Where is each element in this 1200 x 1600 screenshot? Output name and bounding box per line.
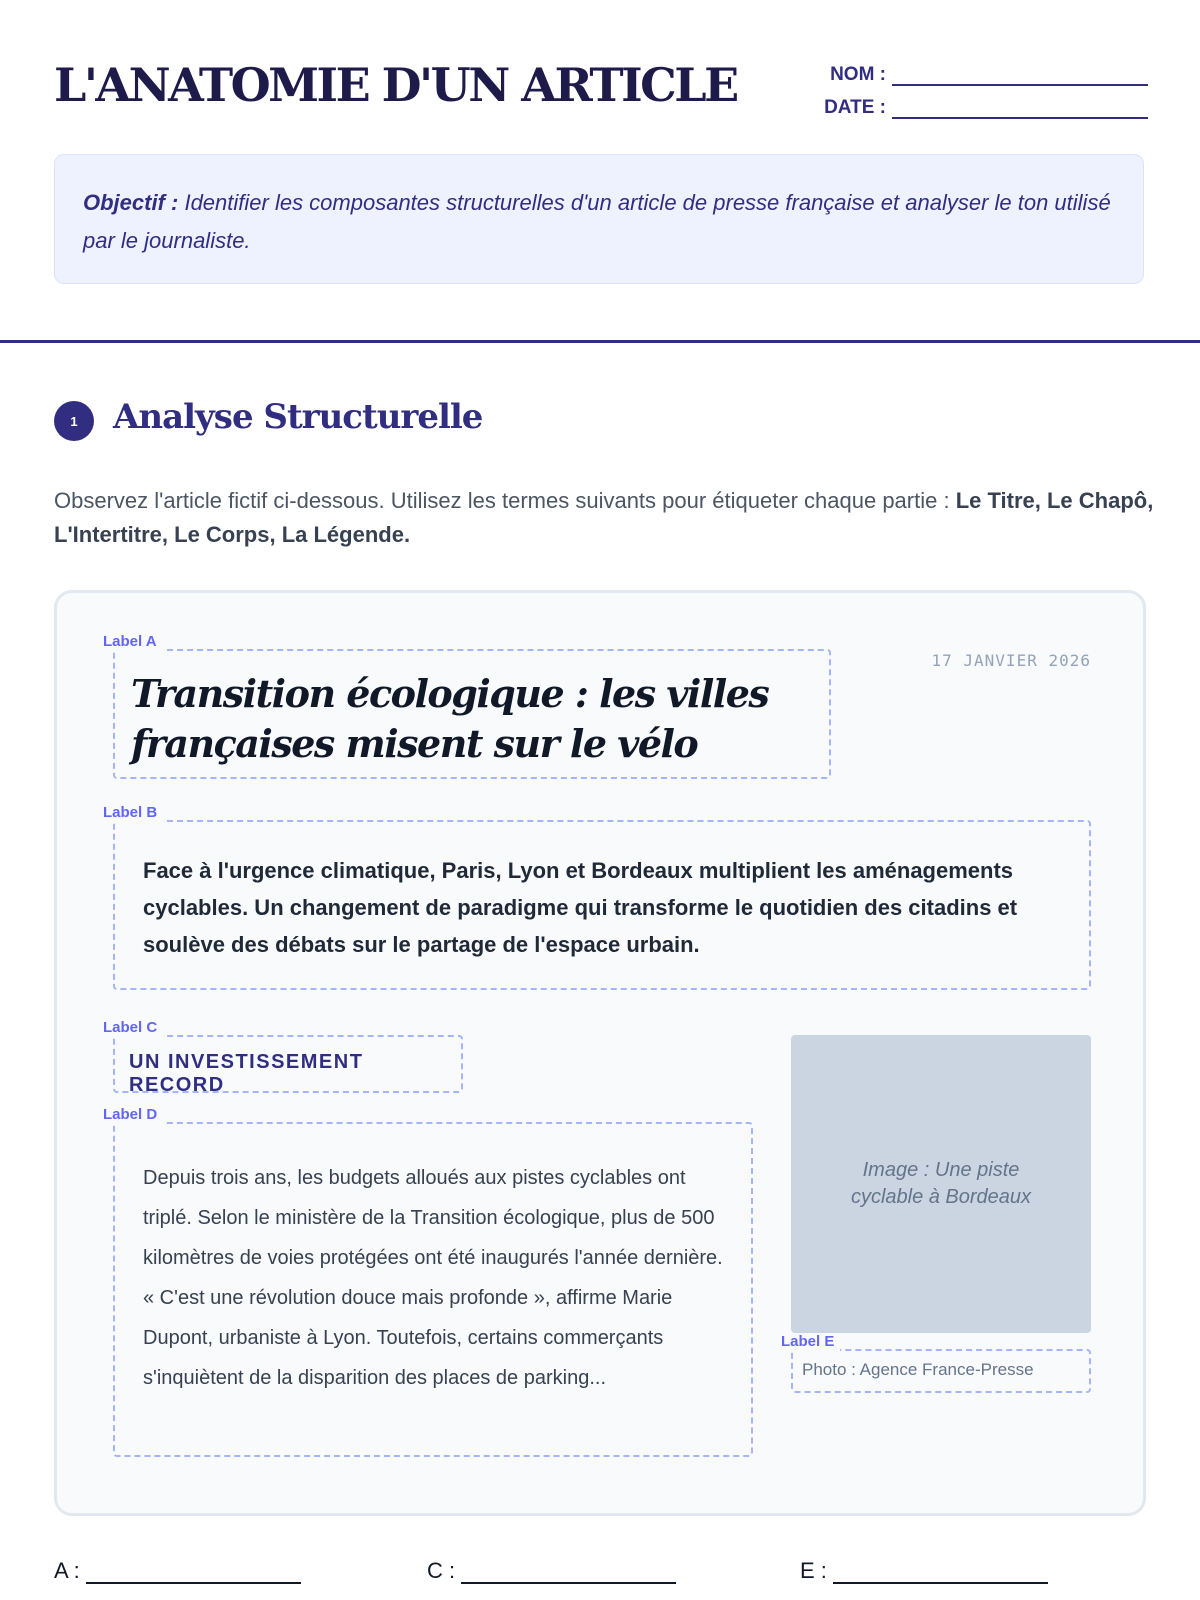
objective-box xyxy=(54,154,1144,284)
date-label: DATE : xyxy=(824,97,886,118)
label-d: Label D xyxy=(99,1106,163,1124)
answer-lines xyxy=(54,1556,1154,1590)
zone-a[interactable] xyxy=(103,633,831,779)
answer-a xyxy=(54,1556,301,1584)
article-photo xyxy=(791,1035,1091,1333)
photo-placeholder-text: Image : Une piste cyclable à Bordeaux xyxy=(850,1159,1032,1208)
article-card xyxy=(54,590,1146,1516)
article-legende: Photo : Agence France-Presse xyxy=(802,1360,1034,1379)
answer-a-field[interactable] xyxy=(86,1556,301,1584)
article-body: Depuis trois ans, les budgets alloués aux pistes cyclables ont triplé. Selon le ministère de la Transition écologique, plus de 500 kilomètres de voies protégées ont été inaugurés l'année dernière. « C'est une révolution douce mais profonde », affirme Marie Dupont, urbaniste à Lyon. Toutefois, certains commerçants s'inquiètent de la disparition des places de parking... xyxy=(143,1167,723,1389)
answer-a-key: A : xyxy=(54,1558,80,1583)
name-row xyxy=(818,53,1148,86)
article-chapo: Face à l'urgence climatique, Paris, Lyon et Bordeaux multiplient les aménagements cyclables. Un changement de paradigme qui transforme le quotidien des citadins et soulève des débats sur le partage de l'espace urbain. xyxy=(143,858,1018,957)
answer-c-key: C : xyxy=(427,1558,456,1583)
student-info xyxy=(818,53,1148,119)
zone-d[interactable] xyxy=(103,1106,753,1457)
zone-c[interactable] xyxy=(103,1019,463,1096)
article-headline: Transition écologique : les villes françaises misent sur le vélo xyxy=(131,671,769,766)
date-field[interactable] xyxy=(892,95,1148,119)
label-e: Label E xyxy=(777,1333,840,1351)
section-title: Analyse Structurelle xyxy=(113,397,483,437)
terms-list: Le Titre, Le Chapô, L'Intertitre, Le Corps, La Légende. xyxy=(54,488,1154,547)
date-row xyxy=(818,86,1148,119)
article-intertitle: UN INVESTISSEMENT RECORD xyxy=(129,1051,364,1096)
answer-e-field[interactable] xyxy=(833,1556,1048,1584)
instructions xyxy=(54,484,1154,552)
instructions-text: Observez l'article fictif ci-dessous. Utilisez les termes suivants pour étiqueter chaque partie : xyxy=(54,488,956,513)
answer-c xyxy=(427,1556,676,1584)
objective-label: Objectif : xyxy=(83,190,179,215)
zone-b[interactable] xyxy=(103,804,1091,990)
article-date: 17 JANVIER 2026 xyxy=(931,651,1091,670)
zone-e[interactable] xyxy=(781,1333,1091,1393)
name-label: NOM : xyxy=(830,64,886,85)
answer-c-field[interactable] xyxy=(461,1556,676,1584)
label-a: Label A xyxy=(99,633,163,651)
label-c: Label C xyxy=(99,1019,163,1037)
answer-e-key: E : xyxy=(800,1558,827,1583)
objective-text: Identifier les composantes structurelles d'un article de presse française et analyser le ton utilisé par le journaliste. xyxy=(83,190,1111,253)
section-number-badge: 1 xyxy=(54,401,94,441)
page-title: L'ANATOMIE D'UN ARTICLE xyxy=(54,58,737,112)
label-b: Label B xyxy=(99,804,163,822)
name-field[interactable] xyxy=(892,62,1148,86)
answer-e xyxy=(800,1556,1048,1584)
divider xyxy=(0,340,1200,343)
